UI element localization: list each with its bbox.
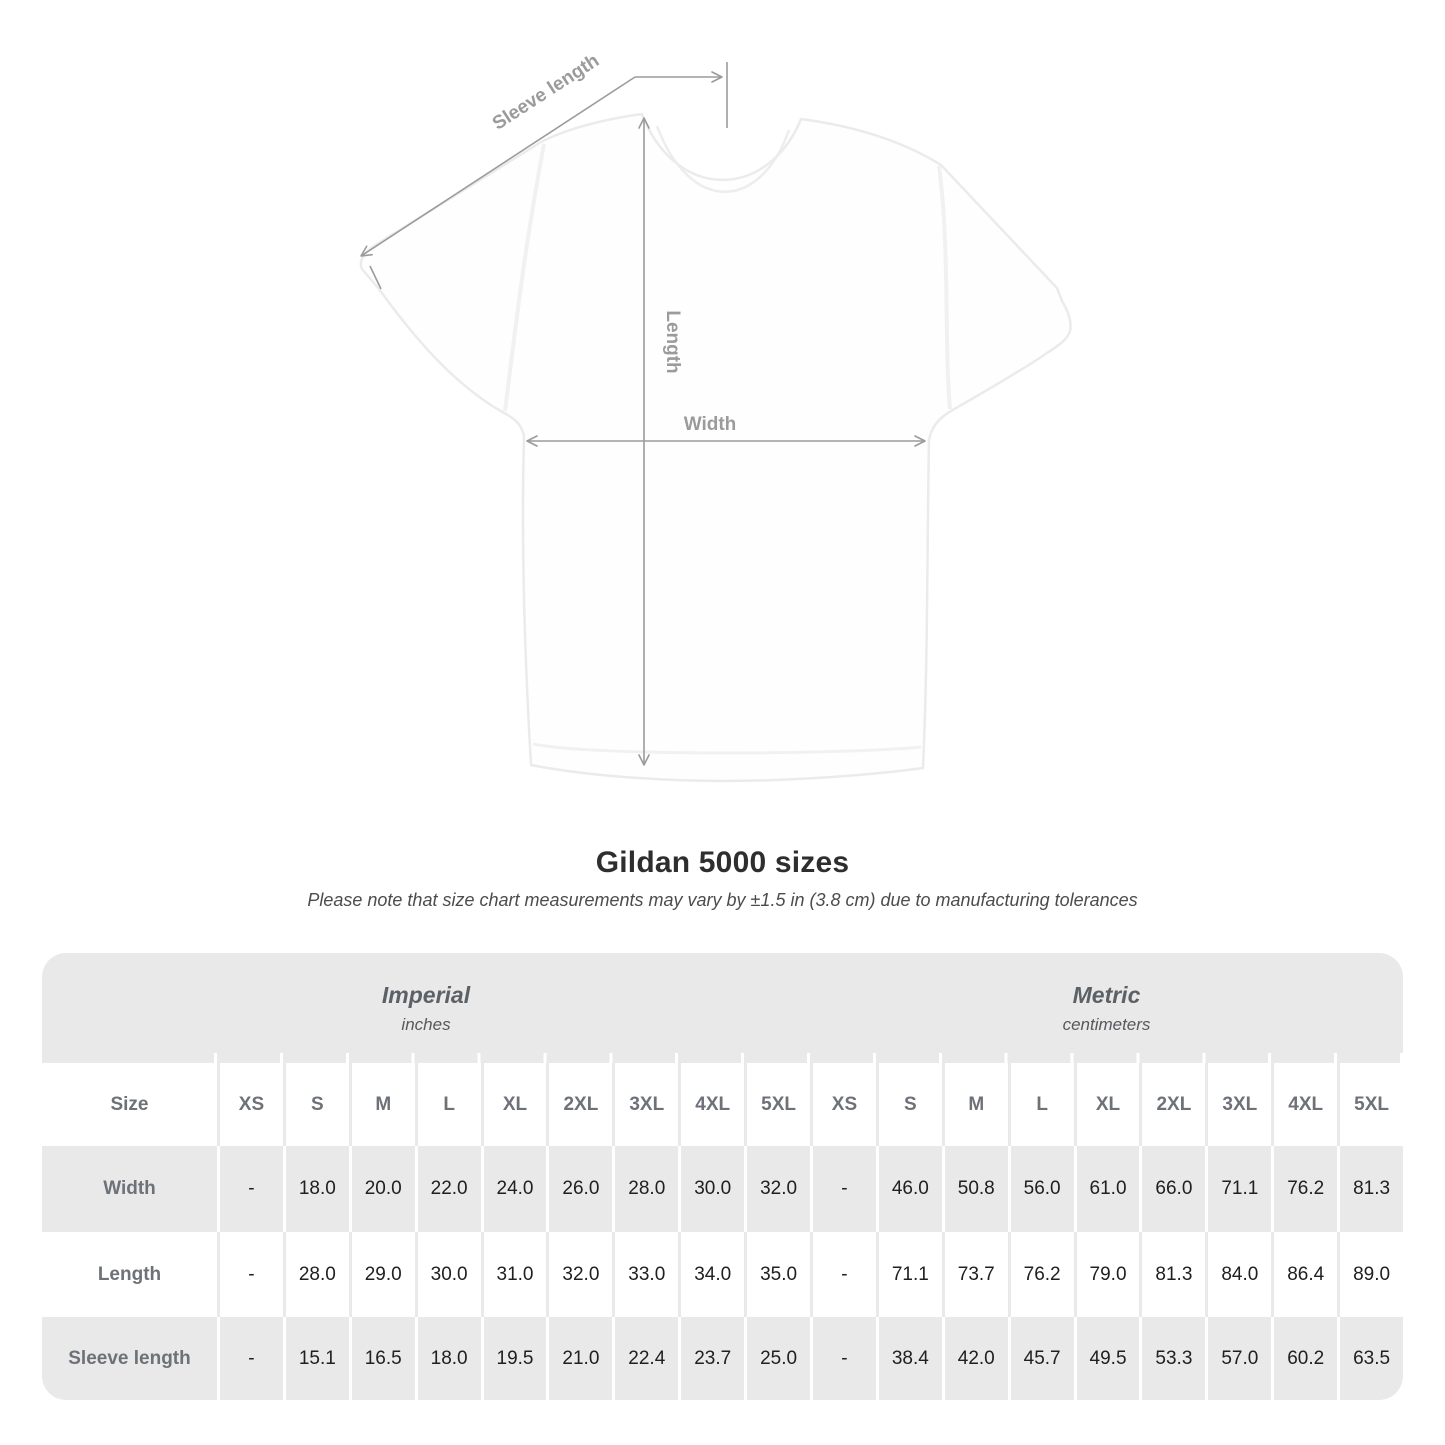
- sleeve-metric-m: 42.0: [942, 1317, 1008, 1400]
- size-col-metric-3xl: 3XL: [1205, 1063, 1271, 1146]
- row-label-width: Width: [103, 1178, 156, 1199]
- length-imperial-s: 28.0: [283, 1232, 349, 1317]
- sleeve-imperial-4xl: 23.7: [678, 1317, 744, 1400]
- table-row-length: [42, 1232, 1403, 1317]
- length-metric-l: 76.2: [1008, 1232, 1074, 1317]
- width-metric-5xl: 81.3: [1337, 1146, 1403, 1232]
- length-metric-3xl: 84.0: [1205, 1232, 1271, 1317]
- tolerance-note: Please note that size chart measurements may vary by ±1.5 in (3.8 cm) due to manufacturing tolerances: [307, 890, 1138, 910]
- length-metric-xs: -: [810, 1232, 876, 1317]
- width-imperial-5xl: 32.0: [744, 1146, 810, 1232]
- sleeve-imperial-s: 15.1: [283, 1317, 349, 1400]
- width-label: Width: [683, 414, 737, 435]
- sleeve-metric-3xl: 57.0: [1205, 1317, 1271, 1400]
- table-row-width: [42, 1146, 1403, 1232]
- unit-group-metric: [810, 953, 1403, 1063]
- width-imperial-m: 20.0: [349, 1146, 415, 1232]
- sleeve-imperial-xl: 19.5: [481, 1317, 547, 1400]
- size-col-imperial-2xl: 2XL: [546, 1063, 612, 1146]
- length-metric-4xl: 86.4: [1271, 1232, 1337, 1317]
- size-col-imperial-4xl: 4XL: [678, 1063, 744, 1146]
- size-header-row: [42, 1063, 1403, 1146]
- size-col-metric-xs: XS: [810, 1063, 876, 1146]
- width-imperial-l: 22.0: [415, 1146, 481, 1232]
- width-imperial-2xl: 26.0: [546, 1146, 612, 1232]
- title-block: [0, 846, 1445, 911]
- width-imperial-3xl: 28.0: [612, 1146, 678, 1232]
- metric-sublabel: centimeters: [1062, 1014, 1151, 1034]
- size-header-cell: Size: [110, 1093, 149, 1115]
- unit-system-header: [42, 953, 1403, 1063]
- length-metric-xl: 79.0: [1074, 1232, 1140, 1317]
- imperial-label: Imperial: [381, 981, 471, 1008]
- sleeve-metric-2xl: 53.3: [1139, 1317, 1205, 1400]
- length-imperial-2xl: 32.0: [546, 1232, 612, 1317]
- tshirt-graphic: [361, 114, 1071, 781]
- length-imperial-xl: 31.0: [481, 1232, 547, 1317]
- row-label-sleeve-length: Sleeve length: [68, 1347, 191, 1369]
- length-imperial-5xl: 35.0: [744, 1232, 810, 1317]
- unit-group-imperial: [42, 953, 810, 1063]
- imperial-sublabel: inches: [401, 1014, 451, 1034]
- sleeve-metric-xs: -: [810, 1317, 876, 1400]
- size-col-imperial-3xl: 3XL: [612, 1063, 678, 1146]
- size-col-imperial-xl: XL: [481, 1063, 547, 1146]
- sleeve-metric-s: 38.4: [876, 1317, 942, 1400]
- size-col-imperial-s: S: [283, 1063, 349, 1146]
- page-title: Gildan 5000 sizes: [595, 846, 850, 879]
- sleeve-metric-4xl: 60.2: [1271, 1317, 1337, 1400]
- length-metric-s: 71.1: [876, 1232, 942, 1317]
- table-row-sleeve-length: [42, 1317, 1403, 1400]
- size-col-imperial-l: L: [415, 1063, 481, 1146]
- width-metric-xs: -: [810, 1146, 876, 1232]
- length-label: Length: [662, 310, 683, 374]
- size-col-metric-2xl: 2XL: [1139, 1063, 1205, 1146]
- sleeve-metric-xl: 49.5: [1074, 1317, 1140, 1400]
- metric-label: Metric: [1072, 981, 1141, 1008]
- size-col-metric-s: S: [876, 1063, 942, 1146]
- size-col-imperial-xs: XS: [217, 1063, 283, 1146]
- size-col-metric-m: M: [942, 1063, 1008, 1146]
- length-metric-2xl: 81.3: [1139, 1232, 1205, 1317]
- sleeve-imperial-5xl: 25.0: [744, 1317, 810, 1400]
- width-imperial-xs: -: [217, 1146, 283, 1232]
- length-metric-m: 73.7: [942, 1232, 1008, 1317]
- sleeve-imperial-3xl: 22.4: [612, 1317, 678, 1400]
- width-metric-m: 50.8: [942, 1146, 1008, 1232]
- width-imperial-xl: 24.0: [481, 1146, 547, 1232]
- sleeve-length-label: Sleeve length: [488, 50, 604, 135]
- sleeve-imperial-l: 18.0: [415, 1317, 481, 1400]
- width-metric-s: 46.0: [876, 1146, 942, 1232]
- size-col-imperial-5xl: 5XL: [744, 1063, 810, 1146]
- width-imperial-4xl: 30.0: [678, 1146, 744, 1232]
- size-col-metric-xl: XL: [1074, 1063, 1140, 1146]
- width-metric-4xl: 76.2: [1271, 1146, 1337, 1232]
- sleeve-imperial-xs: -: [217, 1317, 283, 1400]
- width-metric-3xl: 71.1: [1205, 1146, 1271, 1232]
- length-imperial-xs: -: [217, 1232, 283, 1317]
- sleeve-imperial-m: 16.5: [349, 1317, 415, 1400]
- size-col-metric-l: L: [1008, 1063, 1074, 1146]
- size-col-metric-4xl: 4XL: [1271, 1063, 1337, 1146]
- sleeve-metric-l: 45.7: [1008, 1317, 1074, 1400]
- length-imperial-m: 29.0: [349, 1232, 415, 1317]
- length-imperial-3xl: 33.0: [612, 1232, 678, 1317]
- width-imperial-s: 18.0: [283, 1146, 349, 1232]
- row-label-length: Length: [97, 1263, 162, 1285]
- width-metric-2xl: 66.0: [1139, 1146, 1205, 1232]
- size-col-metric-5xl: 5XL: [1337, 1063, 1403, 1146]
- length-metric-5xl: 89.0: [1337, 1232, 1403, 1317]
- sleeve-metric-5xl: 63.5: [1337, 1317, 1403, 1400]
- length-imperial-l: 30.0: [415, 1232, 481, 1317]
- width-metric-xl: 61.0: [1074, 1146, 1140, 1232]
- length-imperial-4xl: 34.0: [678, 1232, 744, 1317]
- sleeve-imperial-2xl: 21.0: [546, 1317, 612, 1400]
- size-chart-card: [42, 953, 1403, 1400]
- column-boundary-ticks: [217, 1053, 1403, 1063]
- size-col-imperial-m: M: [349, 1063, 415, 1146]
- width-metric-l: 56.0: [1008, 1146, 1074, 1232]
